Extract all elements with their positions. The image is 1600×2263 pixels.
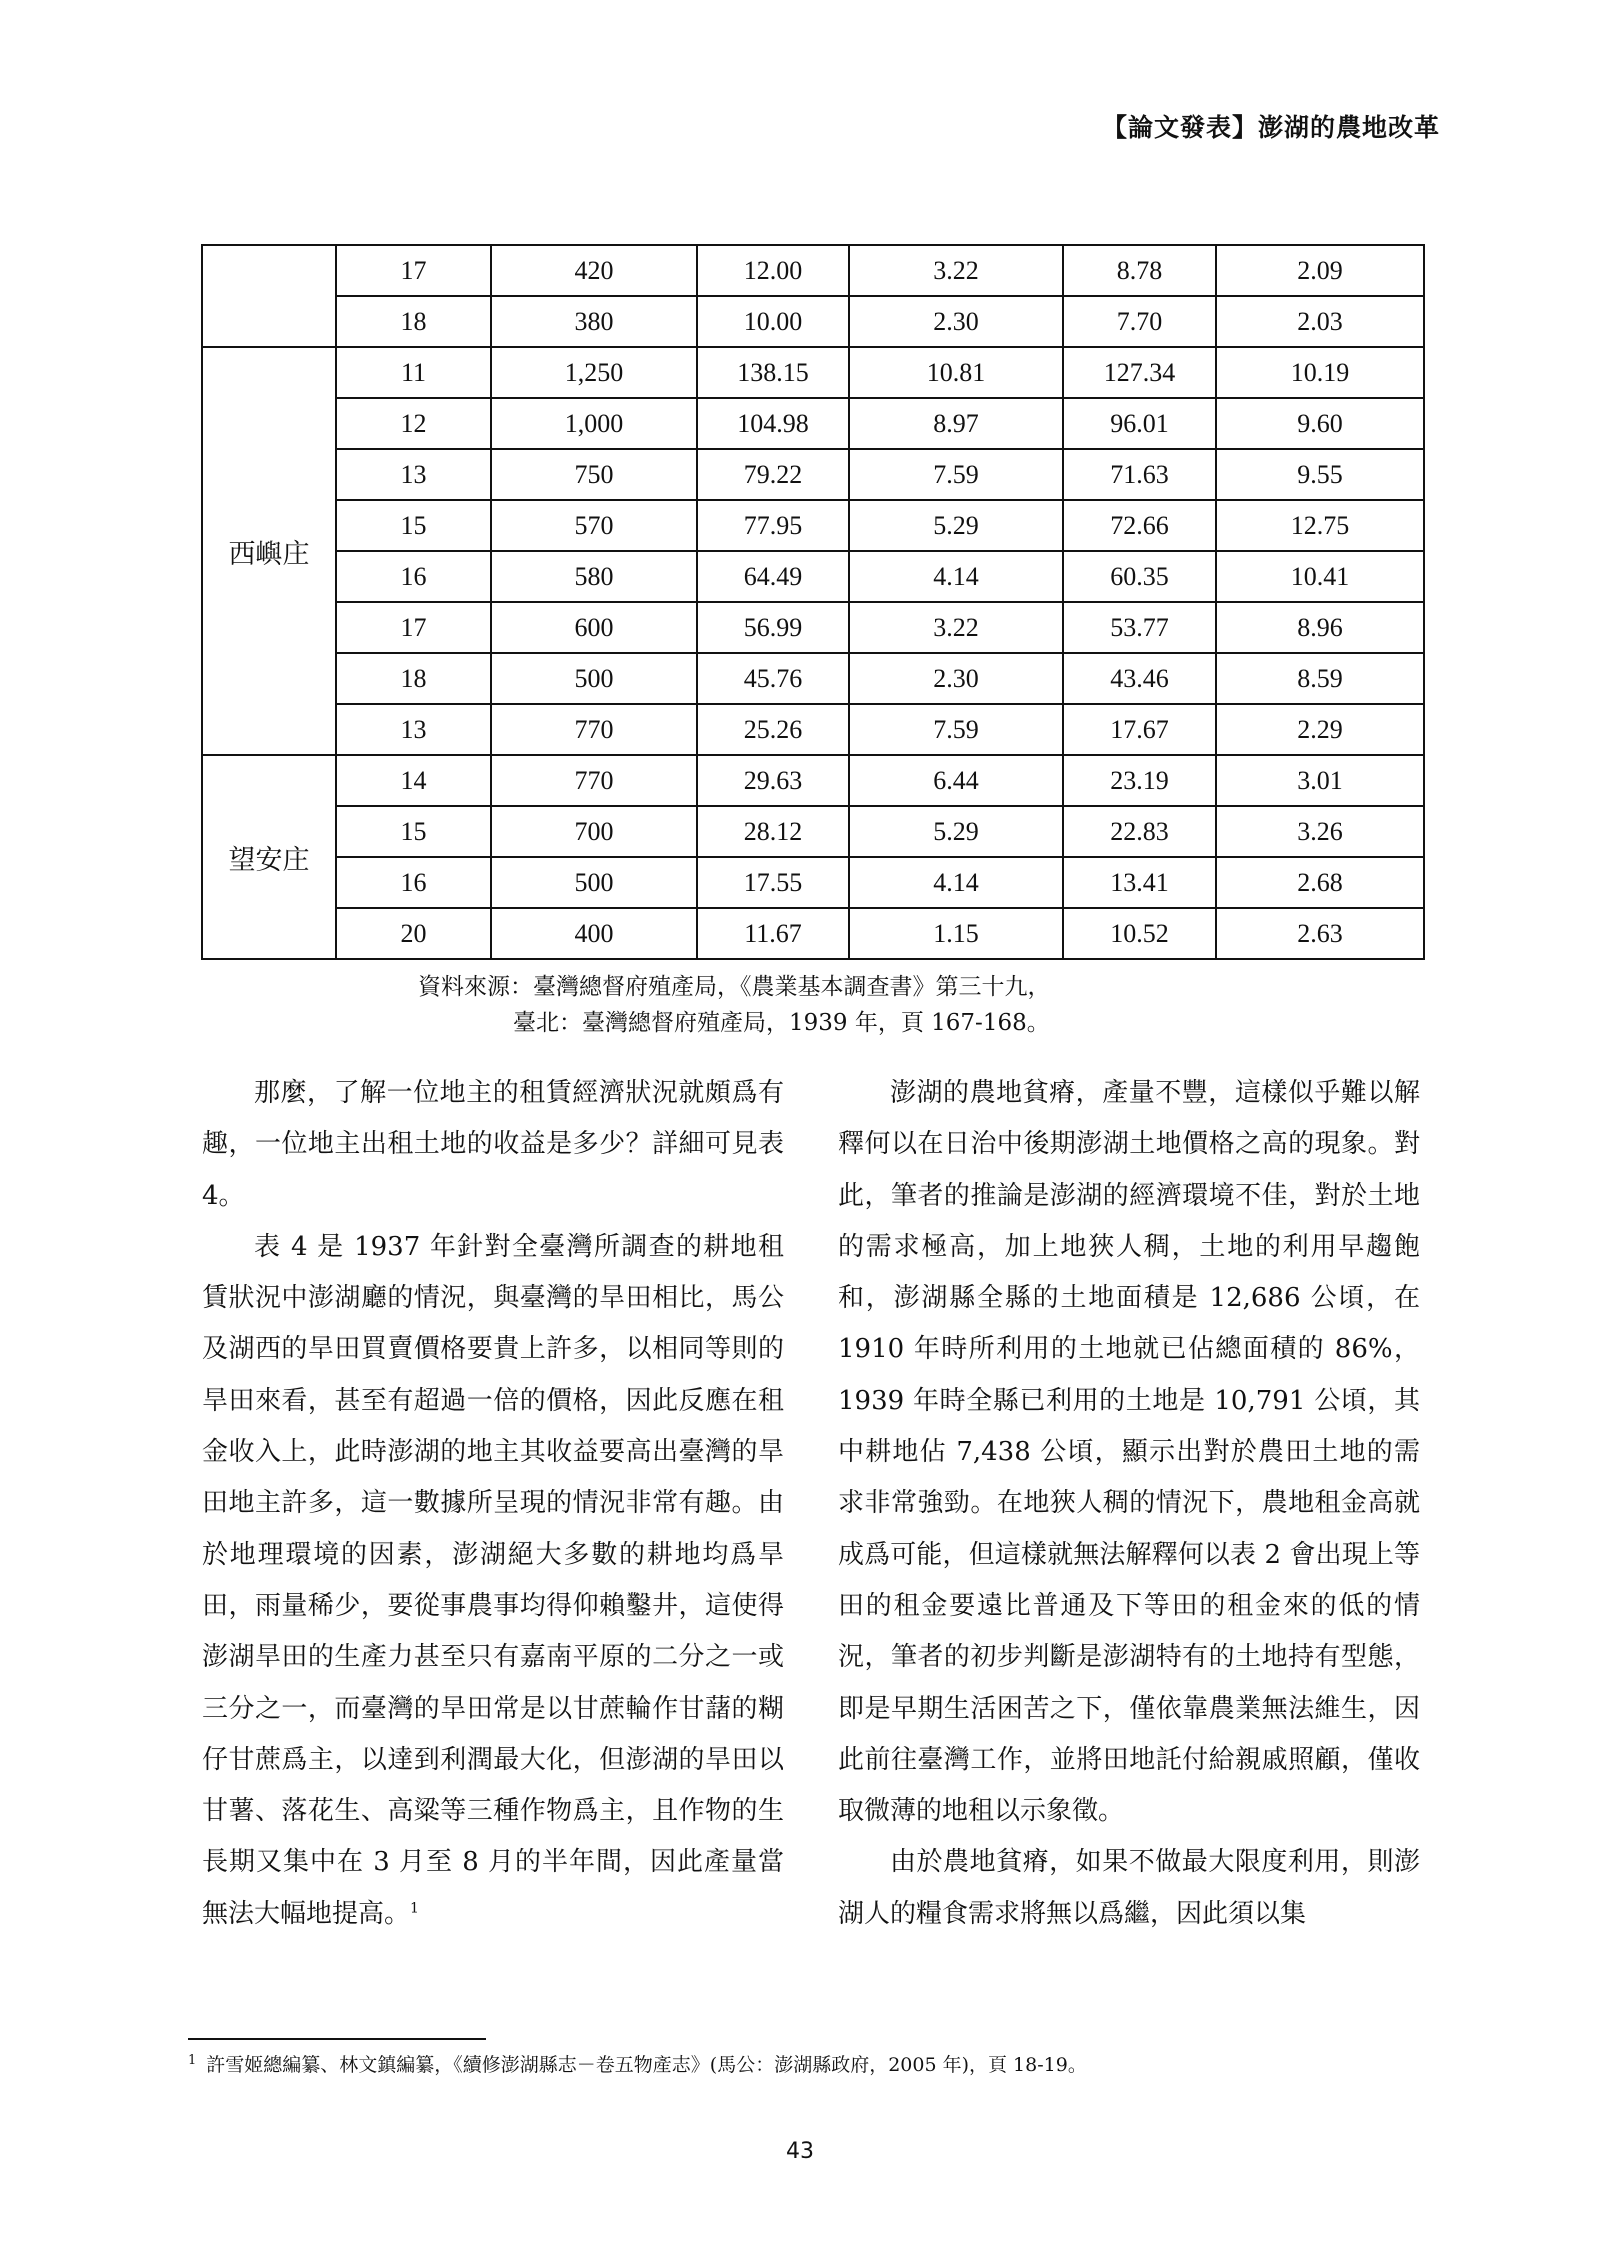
table-cell: 56.99: [697, 602, 849, 653]
table-cell: 77.95: [697, 500, 849, 551]
table-cell: 71.63: [1063, 449, 1216, 500]
table-cell: 79.22: [697, 449, 849, 500]
table-source-line-1: 資料來源：臺灣總督府殖產局，《農業基本調查書》第三十九，: [418, 974, 1051, 1000]
table-cell: 3.22: [849, 245, 1063, 296]
paragraph: 表 4 是 1937 年針對全臺灣所調查的耕地租賃狀況中澎湖廳的情況，與臺灣的旱田相比，馬公及湖西的旱田買賣價格要貴上許多，以相同等則的旱田來看，甚至有超過一倍的價格，因此反應在租金收入上，此時澎湖的地主其收益要高出臺灣的旱田地主許多，這一數據所呈現的情況非常有趣。由於地理環境的因素，澎湖絕大多數的耕地均爲旱田，雨量稀少，要從事農事均得仰賴鑿井，這使得澎湖旱田的生產力甚至只有嘉南平原的二分之一或三分之一，而臺灣的旱田常是以甘蔗輪作甘藷的糊仔甘蔗爲主，以達到利潤最大化，但澎湖的旱田以甘薯、落花生、高粱等三種作物爲主，且作物的生長期又集中在 3 月至 8 月的半年間，因此產量當無法大幅地提高。$^1$: [202, 1231, 784, 1929]
footnote-divider: [188, 2038, 486, 2040]
table-cell: 2.63: [1216, 908, 1424, 959]
table-cell: 127.34: [1063, 347, 1216, 398]
table-cell: 3.26: [1216, 806, 1424, 857]
table-cell: 6.44: [849, 755, 1063, 806]
table-cell: 10.19: [1216, 347, 1424, 398]
table-row: [202, 602, 1424, 653]
table-cell: 17.67: [1063, 704, 1216, 755]
table-cell: 4.14: [849, 551, 1063, 602]
footnote: [188, 2050, 1087, 2077]
table-cell: 14: [336, 755, 491, 806]
table-cell: 10.41: [1216, 551, 1424, 602]
group-label-cell: 望安庄: [202, 755, 336, 959]
table-cell: 25.26: [697, 704, 849, 755]
body-column-left: [202, 1068, 784, 1940]
table-cell: 600: [491, 602, 697, 653]
table-cell: 16: [336, 857, 491, 908]
table-cell: 7.59: [849, 704, 1063, 755]
table-cell: 750: [491, 449, 697, 500]
table-row: [202, 908, 1424, 959]
table-cell: 500: [491, 653, 697, 704]
table-cell: 400: [491, 908, 697, 959]
table-cell: 2.30: [849, 653, 1063, 704]
table-cell: 13: [336, 449, 491, 500]
table-cell: 60.35: [1063, 551, 1216, 602]
table-cell: 17.55: [697, 857, 849, 908]
table-cell: 580: [491, 551, 697, 602]
table-cell: 2.03: [1216, 296, 1424, 347]
table-cell: 23.19: [1063, 755, 1216, 806]
table-cell: 12.75: [1216, 500, 1424, 551]
table-cell: 22.83: [1063, 806, 1216, 857]
table-cell: 2.68: [1216, 857, 1424, 908]
table-row: [202, 857, 1424, 908]
table-cell: 16: [336, 551, 491, 602]
table-cell: 1,000: [491, 398, 697, 449]
table-cell: 45.76: [697, 653, 849, 704]
table-row: [202, 755, 1424, 806]
table-cell: 8.97: [849, 398, 1063, 449]
table-cell: 10.81: [849, 347, 1063, 398]
table-cell: 64.49: [697, 551, 849, 602]
table-cell: 12.00: [697, 245, 849, 296]
table-cell: 20: [336, 908, 491, 959]
table-cell: 18: [336, 653, 491, 704]
table-cell: 43.46: [1063, 653, 1216, 704]
table-cell: 15: [336, 806, 491, 857]
table-cell: 3.22: [849, 602, 1063, 653]
page-number: 43: [786, 2139, 814, 2164]
table-cell: 770: [491, 755, 697, 806]
table-cell: 8.59: [1216, 653, 1424, 704]
table-cell: 570: [491, 500, 697, 551]
table-row: [202, 347, 1424, 398]
table-cell: 9.55: [1216, 449, 1424, 500]
table-cell: 8.78: [1063, 245, 1216, 296]
rent-table: [201, 244, 1425, 960]
table-cell: 8.96: [1216, 602, 1424, 653]
table-cell: 13.41: [1063, 857, 1216, 908]
table-cell: 9.60: [1216, 398, 1424, 449]
table-row: [202, 449, 1424, 500]
footnote-text: 許雪姬總編纂、林文鎮編纂，《續修澎湖縣志－卷五物產志》(馬公：澎湖縣政府，2005 年)，頁 18-19。: [206, 2054, 1087, 2076]
table-row: [202, 704, 1424, 755]
footnote-number: 1: [188, 2052, 197, 2068]
table-source-line-2: 臺北：臺灣總督府殖產局，1939 年，頁 167-168。: [513, 1010, 1050, 1036]
table-cell: 28.12: [697, 806, 849, 857]
table-cell: 2.30: [849, 296, 1063, 347]
table-cell: 15: [336, 500, 491, 551]
table-cell: 500: [491, 857, 697, 908]
table-cell: 12: [336, 398, 491, 449]
table-cell: 1,250: [491, 347, 697, 398]
running-header: 【論文發表】澎湖的農地改革: [1101, 113, 1440, 142]
table-cell: 5.29: [849, 500, 1063, 551]
paragraph: 由於農地貧瘠，如果不做最大限度利用，則澎湖人的糧食需求將無以爲繼，因此須以集: [838, 1847, 1420, 1929]
table-cell: 17: [336, 602, 491, 653]
table-row: [202, 245, 1424, 296]
table-row: [202, 653, 1424, 704]
table-cell: 2.09: [1216, 245, 1424, 296]
table-cell: 11: [336, 347, 491, 398]
table-cell: 18: [336, 296, 491, 347]
table-row: [202, 500, 1424, 551]
table-cell: 10.00: [697, 296, 849, 347]
table-cell: 72.66: [1063, 500, 1216, 551]
paragraph: 澎湖的農地貧瘠，產量不豐，這樣似乎難以解釋何以在日治中後期澎湖土地價格之高的現象。對此，筆者的推論是澎湖的經濟環境不佳，對於土地的需求極高，加上地狹人稠，土地的利用早趨飽和，澎湖縣全縣的土地面積是 12,686 公頃，在 1910 年時所利用的土地就已佔總面積的 86%，1939 年時全縣已利用的土地是 10,791 公頃，其中耕地佔 7,438 公頃，顯示出對於農田土地的需求非常強勁。在地狹人稠的情況下，農地租金高就成爲可能，但這樣就無法解釋何以表 2 會出現上等田的租金要遠比普通及下等田的租金來的低的情況，筆者的初步判斷是澎湖特有的土地持有型態，即是早期生活困苦之下，僅依靠農業無法維生，因此前往臺灣工作，並將田地託付給親戚照顧，僅收取微薄的地租以示象徵。: [838, 1078, 1420, 1827]
table-cell: 138.15: [697, 347, 849, 398]
group-label-cell: [202, 245, 336, 347]
table-cell: 700: [491, 806, 697, 857]
table-cell: 420: [491, 245, 697, 296]
table-row: [202, 398, 1424, 449]
table-cell: 17: [336, 245, 491, 296]
body-column-right: [838, 1068, 1420, 1940]
table-cell: 53.77: [1063, 602, 1216, 653]
table-cell: 2.29: [1216, 704, 1424, 755]
table-cell: 7.70: [1063, 296, 1216, 347]
table-cell: 11.67: [697, 908, 849, 959]
table-cell: 10.52: [1063, 908, 1216, 959]
table-cell: 104.98: [697, 398, 849, 449]
table-cell: 96.01: [1063, 398, 1216, 449]
paragraph: 那麼，了解一位地主的租賃經濟狀況就頗爲有趣，一位地主出租土地的收益是多少？詳細可見表 4。: [202, 1078, 784, 1211]
table-row: [202, 296, 1424, 347]
table-row: [202, 806, 1424, 857]
footnote-ref[interactable]: 1: [410, 1900, 419, 1917]
table-cell: 5.29: [849, 806, 1063, 857]
table-cell: 4.14: [849, 857, 1063, 908]
table-cell: 7.59: [849, 449, 1063, 500]
table-cell: 380: [491, 296, 697, 347]
table-cell: 770: [491, 704, 697, 755]
group-label-cell: 西嶼庄: [202, 347, 336, 755]
table-cell: 3.01: [1216, 755, 1424, 806]
table-cell: 13: [336, 704, 491, 755]
table-row: [202, 551, 1424, 602]
table-cell: 29.63: [697, 755, 849, 806]
table-cell: 1.15: [849, 908, 1063, 959]
